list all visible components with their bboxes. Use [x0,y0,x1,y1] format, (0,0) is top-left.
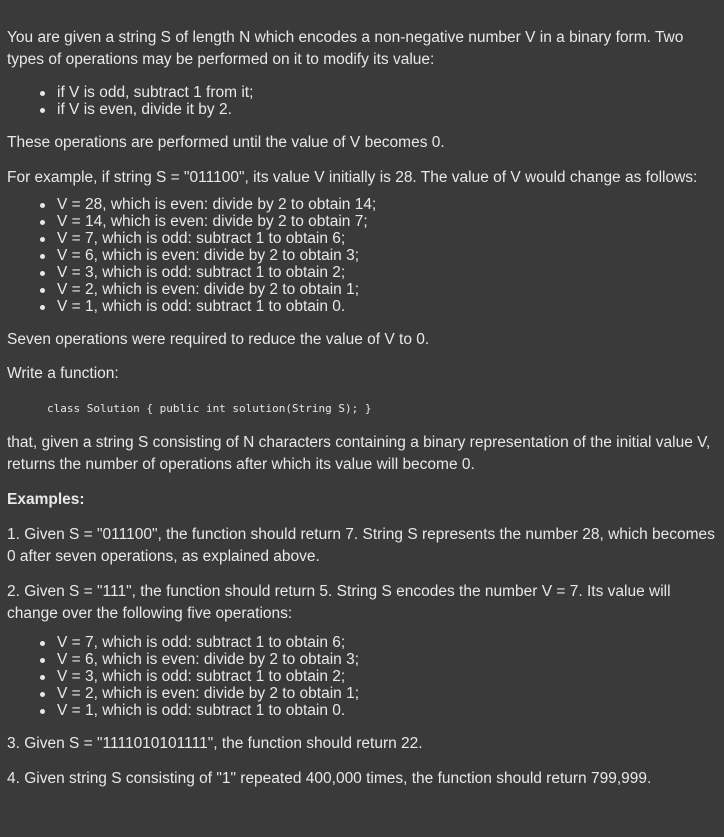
example-intro-paragraph: For example, if string S = "011100", its value V initially is 28. The value of V would change as follows: [7,169,698,186]
list-item: V = 6, which is even: divide by 2 to obtain 3; [57,247,720,264]
example-steps-list [7,196,720,315]
list-item: if V is even, divide it by 2. [57,101,720,118]
seven-ops-paragraph: Seven operations were required to reduce the value of V to 0. [7,331,430,348]
list-item: V = 6, which is even: divide by 2 to obtain 3; [57,651,720,668]
list-item: V = 2, which is even: divide by 2 to obtain 1; [57,685,720,702]
list-item: V = 3, which is odd: subtract 1 to obtain 2; [57,668,720,685]
list-item: V = 1, which is odd: subtract 1 to obtain 0. [57,298,720,315]
write-function-paragraph: Write a function: [7,365,119,382]
examples-heading: Examples: [7,491,85,508]
example-1-paragraph: 1. Given S = "011100", the function should return 7. String S represents the number 28, which becomes 0 after seven operations, as explained above. [7,526,715,565]
that-given-paragraph: that, given a string S consisting of N characters containing a binary representation of the initial value V, returns the number of operations after which its value will become 0. [7,434,711,473]
list-item: V = 7, which is odd: subtract 1 to obtain 6; [57,230,720,247]
list-item: V = 2, which is even: divide by 2 to obtain 1; [57,281,720,298]
list-item: V = 7, which is odd: subtract 1 to obtain 6; [57,634,720,651]
list-item: V = 28, which is even: divide by 2 to obtain 14; [57,196,720,213]
list-item: if V is odd, subtract 1 from it; [57,84,720,101]
code-signature: class Solution { public int solution(String S); } [47,402,372,415]
example-2-paragraph: 2. Given S = "111", the function should return 5. String S encodes the number V = 7. Its value will change over the following five operations: [7,583,671,622]
until-paragraph: These operations are performed until the value of V becomes 0. [7,134,445,151]
list-item: V = 14, which is even: divide by 2 to obtain 7; [57,213,720,230]
example-3-paragraph: 3. Given S = "1111010101111", the function should return 22. [7,735,423,752]
list-item: V = 1, which is odd: subtract 1 to obtain 0. [57,702,720,719]
example-4-paragraph: 4. Given string S consisting of "1" repeated 400,000 times, the function should return 799,999. [7,770,652,787]
intro-paragraph: You are given a string S of length N which encodes a non-negative number V in a binary form. Two types of operations may be performed on it to modify its value: [7,29,684,68]
example-2-steps-list [7,634,720,719]
rules-list [7,84,720,118]
list-item: V = 3, which is odd: subtract 1 to obtain 2; [57,264,720,281]
